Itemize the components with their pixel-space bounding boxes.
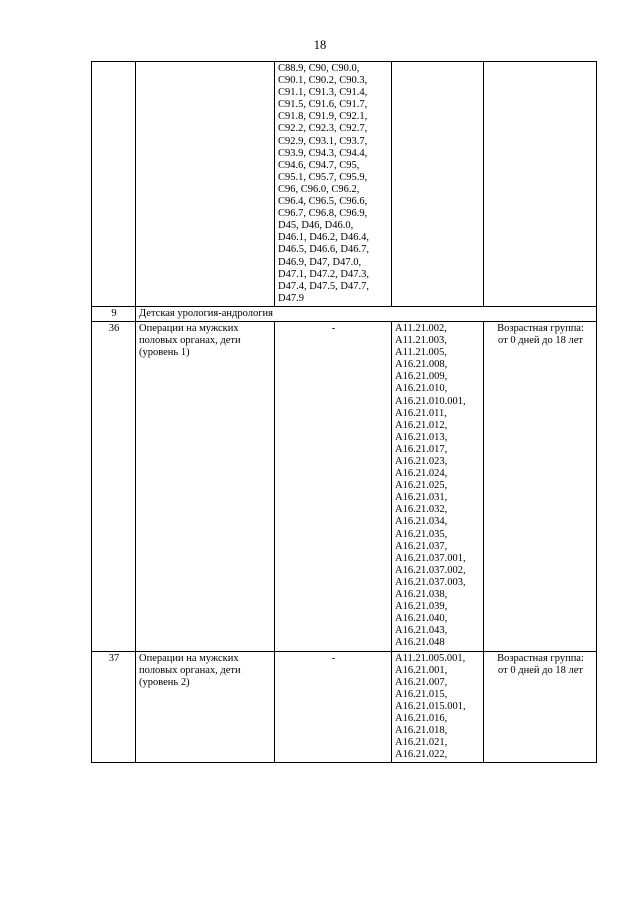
service-code-line: A16.21.032, bbox=[395, 504, 448, 516]
diagnosis-codes-cell: - bbox=[275, 321, 392, 651]
table-row bbox=[92, 321, 597, 651]
diagnosis-codes-cell bbox=[275, 62, 392, 307]
service-code-line: A16.21.025, bbox=[395, 480, 448, 492]
services-cell bbox=[392, 321, 484, 651]
table-row bbox=[92, 651, 597, 763]
service-code-line: A16.21.015.001, bbox=[395, 700, 466, 712]
group-name-cell bbox=[136, 62, 275, 307]
criteria-line: от 0 дней до 18 лет bbox=[498, 664, 583, 676]
diagnosis-codes-cell: - bbox=[275, 651, 392, 763]
service-code-line: A16.21.012, bbox=[395, 419, 448, 431]
diagnosis-code-line: C92.2, C92.3, C92.7, bbox=[278, 123, 368, 135]
page-number: 18 bbox=[313, 38, 327, 52]
diagnosis-code-line: D45, D46, D46.0, bbox=[278, 220, 354, 232]
section-number: 9 bbox=[92, 306, 136, 321]
group-name-line: Операции на мужских bbox=[139, 322, 239, 334]
service-code-line: A16.21.011, bbox=[395, 407, 447, 419]
service-code-line: A11.21.002, bbox=[395, 322, 447, 334]
diagnosis-code-line: C92.9, C93.1, C93.7, bbox=[278, 135, 368, 147]
service-code-line: A16.21.010, bbox=[395, 383, 448, 395]
criteria-line: Возрастная группа: bbox=[497, 652, 584, 664]
group-name-line: (уровень 1) bbox=[139, 347, 190, 359]
diagnosis-code-line: C93.9, C94.3, C94.4, bbox=[278, 147, 368, 159]
table-row-continuation bbox=[92, 62, 597, 307]
group-name-line: половых органах, дети bbox=[139, 664, 241, 676]
service-code-line: A16.21.037.001, bbox=[395, 552, 466, 564]
service-code-line: A16.21.037.002, bbox=[395, 564, 466, 576]
diagnosis-code-line: D46.9, D47, D47.0, bbox=[278, 256, 362, 268]
diagnosis-code-line: C90.1, C90.2, C90.3, bbox=[278, 75, 368, 87]
service-code-line: A16.21.037.003, bbox=[395, 576, 466, 588]
group-name-line: Операции на мужских bbox=[139, 652, 239, 664]
diagnosis-code-line: D46.5, D46.6, D46.7, bbox=[278, 244, 369, 256]
group-name-cell bbox=[136, 651, 275, 763]
criteria-cell bbox=[484, 62, 597, 307]
diagnosis-code-line: C96.7, C96.8, C96.9, bbox=[278, 208, 368, 220]
service-code-line: A11.21.005.001, bbox=[395, 652, 466, 664]
service-code-line: A16.21.048 bbox=[395, 637, 445, 649]
diagnosis-code-line: C95.1, C95.7, C95.9, bbox=[278, 171, 368, 183]
service-code-line: A16.21.007, bbox=[395, 676, 448, 688]
group-name-line: (уровень 2) bbox=[139, 676, 190, 688]
service-code-line: A16.21.035, bbox=[395, 528, 448, 540]
service-code-line: A16.21.023, bbox=[395, 456, 448, 467]
service-code-line: A16.21.037, bbox=[395, 540, 448, 552]
section-title: Детская урология-андрология bbox=[136, 306, 597, 321]
diagnosis-code-line: C96.4, C96.5, C96.6, bbox=[278, 196, 368, 208]
diagnosis-code-line: D46.1, D46.2, D46.4, bbox=[278, 232, 369, 244]
service-code-line: A16.21.021, bbox=[395, 737, 448, 749]
service-code-line: A16.21.018, bbox=[395, 725, 448, 737]
diagnosis-code-line: C96, C96.0, C96.2, bbox=[278, 183, 360, 195]
service-code-line: A16.21.022, bbox=[395, 749, 448, 761]
diagnosis-code-line: C91.1, C91.3, C91.4, bbox=[278, 87, 368, 99]
service-code-line: A16.21.038, bbox=[395, 589, 448, 601]
service-code-line: A16.21.034, bbox=[395, 516, 448, 528]
diagnosis-code-line: D47.4, D47.5, D47.7, bbox=[278, 280, 369, 292]
service-code-line: A16.21.013, bbox=[395, 431, 448, 443]
services-cell bbox=[392, 62, 484, 307]
diagnosis-code-line: D47.1, D47.2, D47.3, bbox=[278, 268, 369, 280]
service-code-line: A16.21.031, bbox=[395, 492, 448, 504]
service-code-line: A16.21.017, bbox=[395, 443, 448, 455]
row-number-cell bbox=[92, 62, 136, 307]
service-code-line: A16.21.010.001, bbox=[395, 395, 466, 407]
diagnosis-code-line: C94.6, C94.7, C95, bbox=[278, 159, 360, 171]
service-code-line: A16.21.024, bbox=[395, 468, 448, 480]
services-cell bbox=[392, 651, 484, 763]
service-code-line: A16.21.016, bbox=[395, 712, 448, 724]
criteria-line: от 0 дней до 18 лет bbox=[498, 335, 583, 347]
service-code-line: A16.21.001, bbox=[395, 664, 448, 676]
row-number-cell: 36 bbox=[92, 321, 136, 651]
diagnosis-code-line: C88.9, C90, C90.0, bbox=[278, 63, 360, 74]
diagnosis-code-line: D47.9 bbox=[278, 292, 304, 304]
group-name-line: половых органах, дети bbox=[139, 335, 241, 347]
section-row bbox=[92, 306, 597, 321]
diagnosis-code-line: C91.5, C91.6, C91.7, bbox=[278, 99, 368, 111]
service-code-line: A16.21.039, bbox=[395, 601, 448, 613]
service-code-line: A16.21.043, bbox=[395, 625, 448, 637]
service-code-line: A16.21.009, bbox=[395, 371, 448, 383]
service-code-line: A16.21.008, bbox=[395, 359, 448, 371]
diagnosis-code-line: C91.8, C91.9, C92.1, bbox=[278, 111, 368, 123]
criteria-cell bbox=[484, 651, 597, 763]
group-name-cell bbox=[136, 321, 275, 651]
row-number-cell: 37 bbox=[92, 651, 136, 763]
service-code-line: A16.21.015, bbox=[395, 688, 448, 700]
criteria-line: Возрастная группа: bbox=[497, 322, 584, 334]
kpg-table bbox=[91, 61, 597, 763]
service-code-line: A11.21.003, bbox=[395, 335, 447, 347]
criteria-cell bbox=[484, 321, 597, 651]
service-code-line: A11.21.005, bbox=[395, 347, 447, 359]
service-code-line: A16.21.040, bbox=[395, 613, 448, 625]
